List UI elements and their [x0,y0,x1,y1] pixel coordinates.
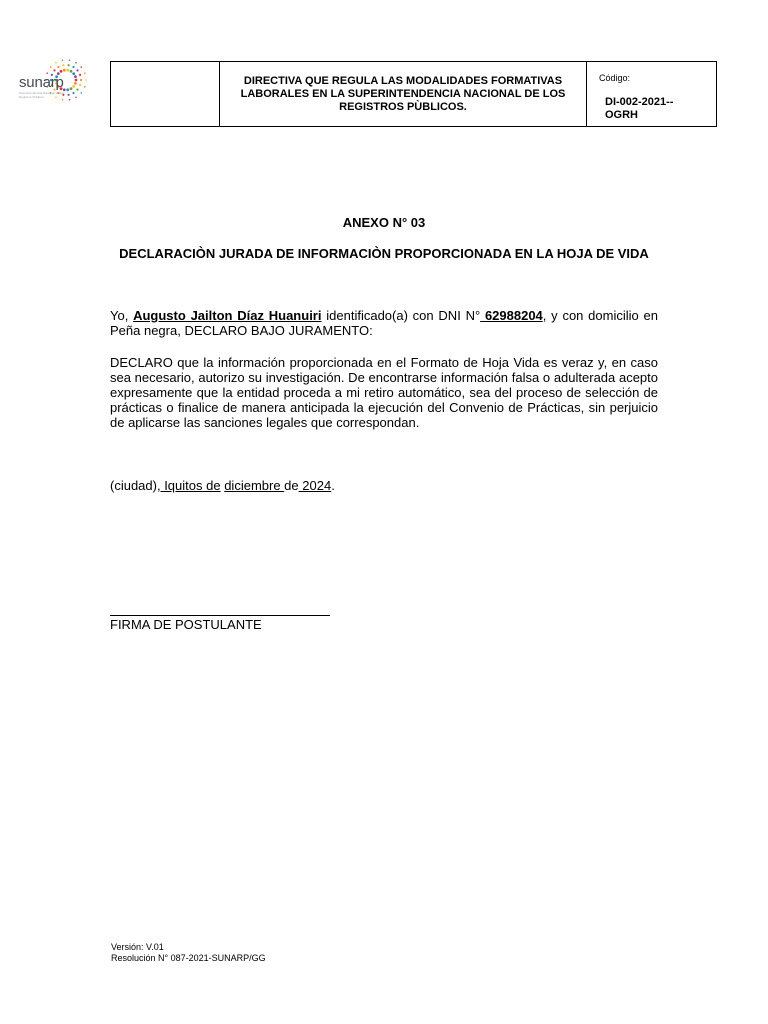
month-value: diciembre [224,478,285,493]
header-code-cell [587,62,717,127]
directive-title: DIRECTIVA QUE REGULA LAS MODALIDADES FORMATIVAS LABORALES EN LA SUPERINTENDENCIA NACIONAL DE LOS REGISTROS PÙBLICOS. [240,74,566,113]
city-label: (ciudad) [110,478,157,493]
code-value: DI-002-2021--OGRH [605,96,674,121]
dni-number: 62988204 [480,308,543,323]
de-text: de [284,478,299,493]
footer-version: Versión: V.01 [111,942,164,952]
footer-resolution: Resolución N° 087-2021-SUNARP/GG [111,953,266,963]
identity-paragraph [110,308,658,338]
logo-tagline: Superintendencia Nacional de los Registros Públicos [19,91,64,99]
declaration-title: DECLARACIÒN JURADA DE INFORMACIÒN PROPORCIONADA EN LA HOJA DE VIDA [119,246,649,261]
year-value: 2024 [298,478,332,493]
footer [111,942,266,964]
p1-text-3: , y con domicilio en Peña negra, DECLARO BAJO JURAMENTO: [110,308,658,338]
signature-label: FIRMA DE POSTULANTE [110,617,262,632]
logo-wordmark: sunarp [19,74,64,91]
period-text: . [331,478,335,493]
document-header-table [110,61,717,127]
p1-text-1: Yo, [110,308,134,323]
signature-line [110,615,330,616]
anexo-heading: ANEXO N° 03 [342,215,426,230]
place-date-line [110,478,335,493]
city-value: , Iquitos de [156,478,221,493]
p1-text-2: identificado(a) con DNI N° [321,308,481,323]
header-title-cell [220,62,587,127]
code-label: Código: [599,73,631,83]
header-logo-cell [111,62,220,127]
declarant-name: Augusto Jailton Díaz Huanuiri [133,308,322,323]
declaration-paragraph: DECLARO que la información proporcionada en el Formato de Hoja Vida es veraz y, en caso sea necesario, autorizo su investigación. De encontrarse información falsa o adulterada acepto expresamente que la entidad proceda a mi retiro automático, sea del proceso de selección de prácticas o finalice de manera anticipada la ejecución del Convenio de Prácticas, sin perjuicio de aplicarse las sanciones legales que correspondan. [110,355,658,430]
sunarp-logo [16,56,98,106]
